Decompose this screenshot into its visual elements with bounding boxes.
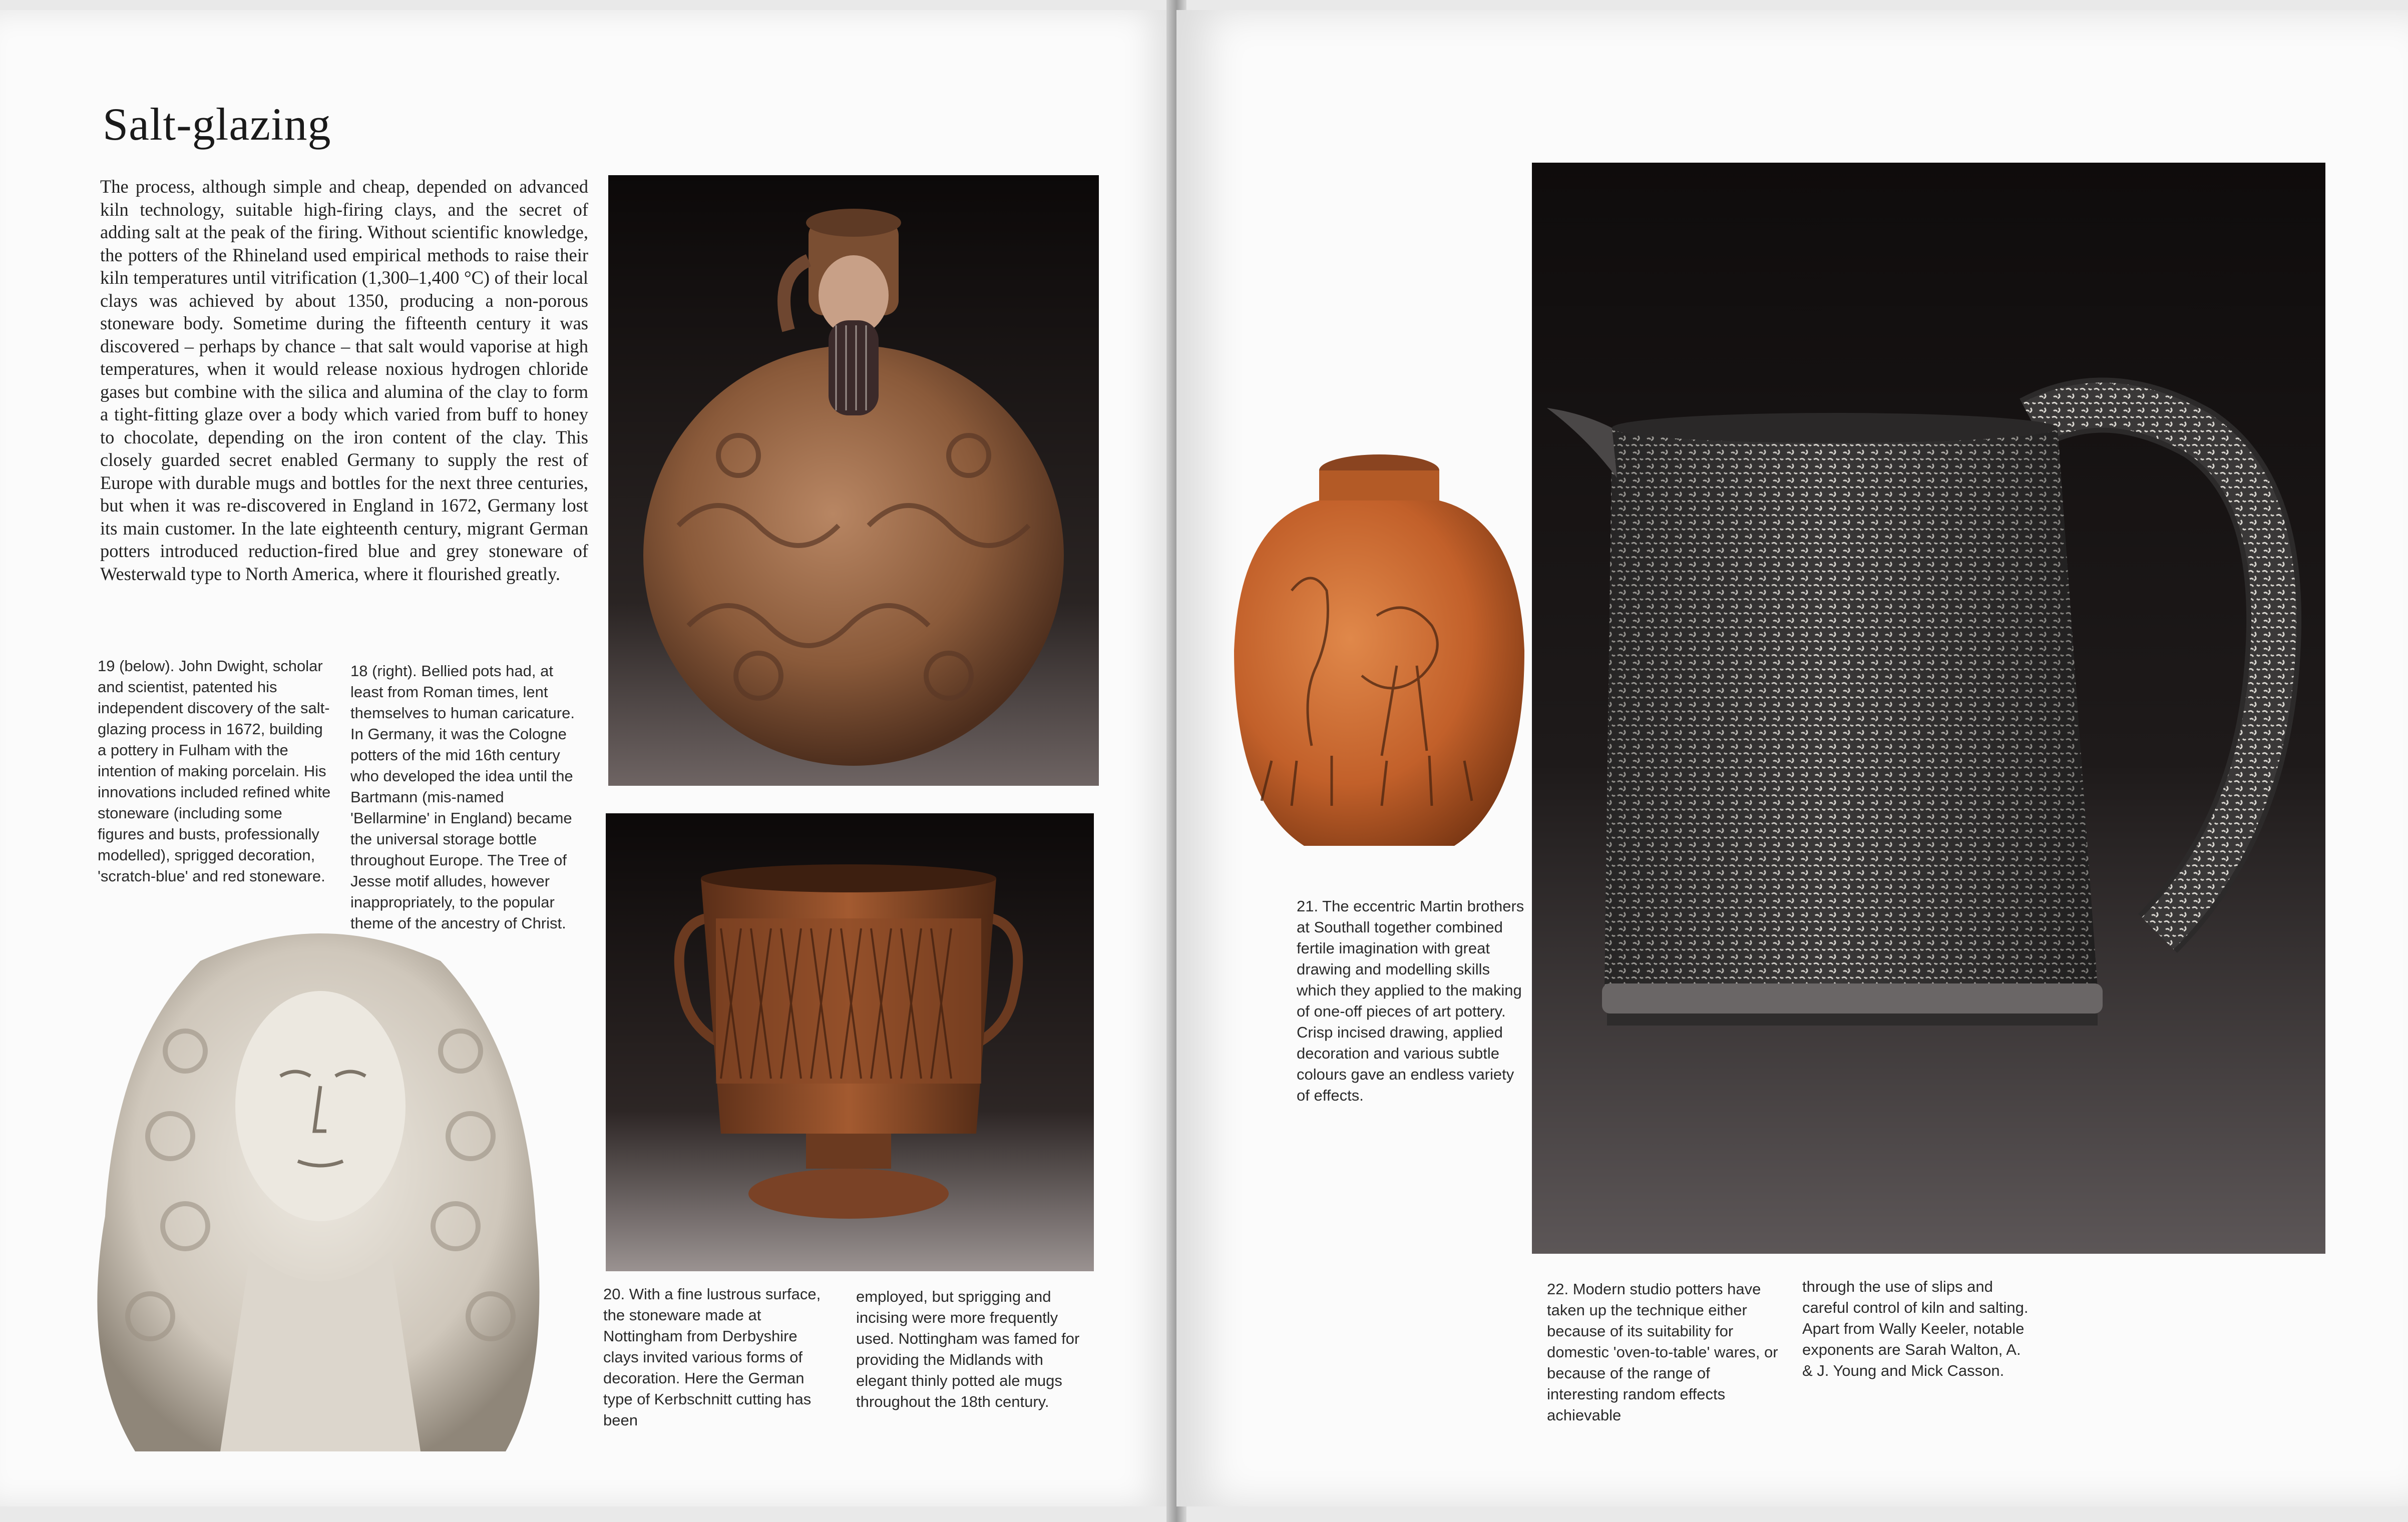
photo-martin-vase xyxy=(1232,450,1527,846)
page-title: Salt-glazing xyxy=(103,99,331,150)
caption-18: 18 (right). Bellied pots had, at least from Roman times, lent themselves to human caricature. In Germany, it was the Cologne potters of the mid 16th century who developed the idea until the Bartmann (mis-named 'Bellarmine' in England) became the universal storage bottle throughout Europe. The Tree of Jesse motif alludes, however inappropriately, to the popular theme of the ancestry of Christ. xyxy=(350,662,575,932)
left-page xyxy=(0,10,1171,1506)
photo-nottingham-cup xyxy=(606,813,1094,1271)
photo-dwight-bust xyxy=(70,926,566,1451)
caption-22b: through the use of slips and careful control of kiln and salting. Apart from Wally Keeler, notable exponents are Sarah Walton, A. & J. Young and Mick Casson. xyxy=(1802,1278,2029,1379)
caption-21: 21. The eccentric Martin brothers at Southall together combined fertile imagination with great drawing and modelling skills which they applied to the making of one-off pieces of art pottery. Crisp incised drawing, applied decoration and various subtle colours gave an endless variety of effects. xyxy=(1297,897,1524,1104)
photo-saltglaze-jug xyxy=(1532,163,2325,1254)
caption-20a: 20. With a fine lustrous surface, the stoneware made at Nottingham from Derbyshire clays invited various forms of decoration. Here the German type of Kerbschnitt cutting has been xyxy=(603,1285,821,1429)
body-text: The process, although simple and cheap, depended on advanced kiln technology, suitable high-firing clays, and the secret of adding salt at the peak of the firing. Without scientific knowledge, the potters of the Rhineland used empirical methods to raise their kiln temperatures until vitrification (1,300–1,400 °C) of their local clays was achieved by about 1350, producing a non-porous stoneware body. Sometime during the fifteenth century it was discovered – perhaps by chance – that salt would vaporise at high temperatures, when it would release noxious hydrogen chloride gases but combine with the silica and alumina of the clay to form a tight-fitting glaze over a body which varied from buff to honey to chocolate, depending on the iron content of the clay. This closely guarded secret enabled Germany to supply the rest of Europe with durable mugs and bottles for the next three centuries, but when it was re-discovered in England in 1672, Germany lost its main customer. In the late eighteenth century, migrant German potters introduced reduction-fired blue and grey stoneware of Westerwald type to North America, where it flourished greatly. xyxy=(100,176,588,584)
caption-22a: 22. Modern studio potters have taken up the technique either because of its suitability for domestic 'oven-to-table' wares, or because of the range of interesting random effects achievable xyxy=(1547,1280,1778,1424)
caption-19: 19 (below). John Dwight, scholar and scientist, patented his independent discovery of the salt-glazing process in 1672, building a pottery in Fulham with the intention of making porcelain. His innovations included refined white stoneware (including some figures and busts, professionally modelled), sprigged decoration, 'scratch-blue' and red stoneware. xyxy=(98,657,331,885)
photo-bartmann-jug xyxy=(608,175,1099,786)
caption-20b: employed, but sprigging and incising were more frequently used. Nottingham was famed for providing the Midlands with elegant thinly potted ale mugs throughout the 18th century. xyxy=(856,1288,1080,1410)
right-page xyxy=(1176,10,2408,1506)
